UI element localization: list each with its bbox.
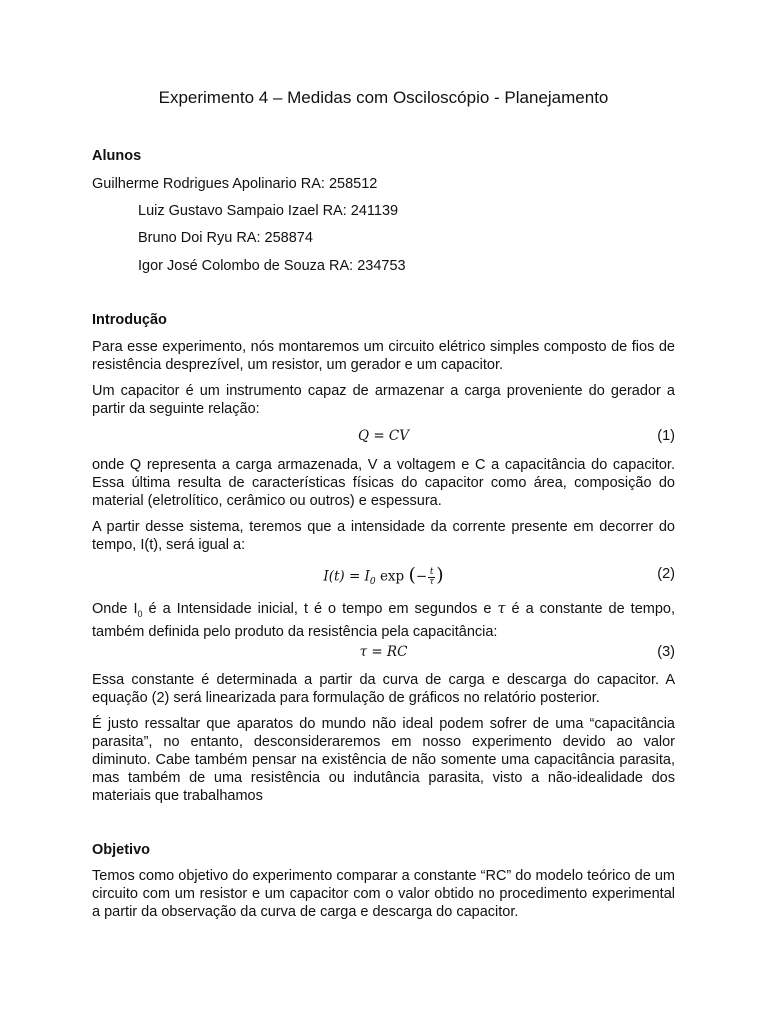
equation-3-formula: τ = RC: [359, 644, 408, 660]
equation-2-number: (2): [657, 566, 675, 582]
objetivo-paragraph: Temos como objetivo do experimento comparar a constante “RC” do modelo teórico de um circuito com um resistor e um capacitor com o valor obtido no procedimento experimental a partir da observação da curva de carga e descarga do capacitor.: [92, 868, 675, 920]
objetivo-heading: Objetivo: [92, 842, 151, 858]
introducao-heading: Introdução: [92, 312, 167, 328]
equation-1: [92, 426, 675, 450]
intro-paragraph-3: onde Q representa a carga armazenada, V a voltagem e C a capacitância do capacitor. Essa última resulta de características físicas do capacitor como área, composição do material (eletrolítico, cerâmico ou outros) e espessura.: [92, 457, 675, 509]
document-title: Experimento 4 – Medidas com Osciloscópio - Planejamento: [158, 88, 609, 107]
equation-1-formula: Q = CV: [357, 428, 410, 444]
intro-paragraph-5: Onde $I_0$ é a Intensidade inicial, t é o tempo em segundos e τ é a constante de tempo, também definida pelo produto da resistência pela capacitância:: [92, 601, 676, 640]
document-page: [92, 0, 675, 1024]
student-3: Bruno Doi Ryu RA: 258874: [138, 230, 313, 246]
alunos-heading: Alunos: [92, 148, 142, 164]
equation-3-number: (3): [657, 644, 675, 660]
student-2: Luiz Gustavo Sampaio Izael RA: 241139: [138, 203, 399, 219]
student-1: Guilherme Rodrigues Apolinario RA: 258512: [92, 176, 378, 192]
intro-paragraph-4: A partir desse sistema, teremos que a intensidade da corrente presente em decorrer do tempo, I(t), será igual a:: [92, 519, 675, 553]
equation-2-formula: $I(t) = I_0$ exp (− $\frac{t}{\tau}$ ): [323, 564, 444, 588]
intro-paragraph-6: Essa constante é determinada a partir da curva de carga e descarga do capacitor. A equação (2) será linearizada para formulação de gráficos no relatório posterior.: [92, 672, 675, 706]
student-4: Igor José Colombo de Souza RA: 234753: [138, 258, 406, 274]
intro-paragraph-2: Um capacitor é um instrumento capaz de armazenar a carga proveniente do gerador a partir da seguinte relação:: [92, 383, 675, 417]
intro-paragraph-7: É justo ressaltar que aparatos do mundo não ideal podem sofrer de uma “capacitância parasita”, no entanto, desconsideraremos em nosso experimento devido ao valor diminuto. Cabe também pensar na existência de não somente uma capacitância parasita, mas também de uma resistência ou indutância parasita, visto a não-idealidade dos materiais que trabalhamos: [92, 716, 675, 804]
intro-paragraph-1: Para esse experimento, nós montaremos um circuito elétrico simples composto de fios de resistência desprezível, um resistor, um gerador e um capacitor.: [92, 339, 675, 373]
equation-1-number: (1): [657, 428, 675, 444]
equation-2: [92, 564, 675, 588]
equation-3: [92, 642, 675, 666]
